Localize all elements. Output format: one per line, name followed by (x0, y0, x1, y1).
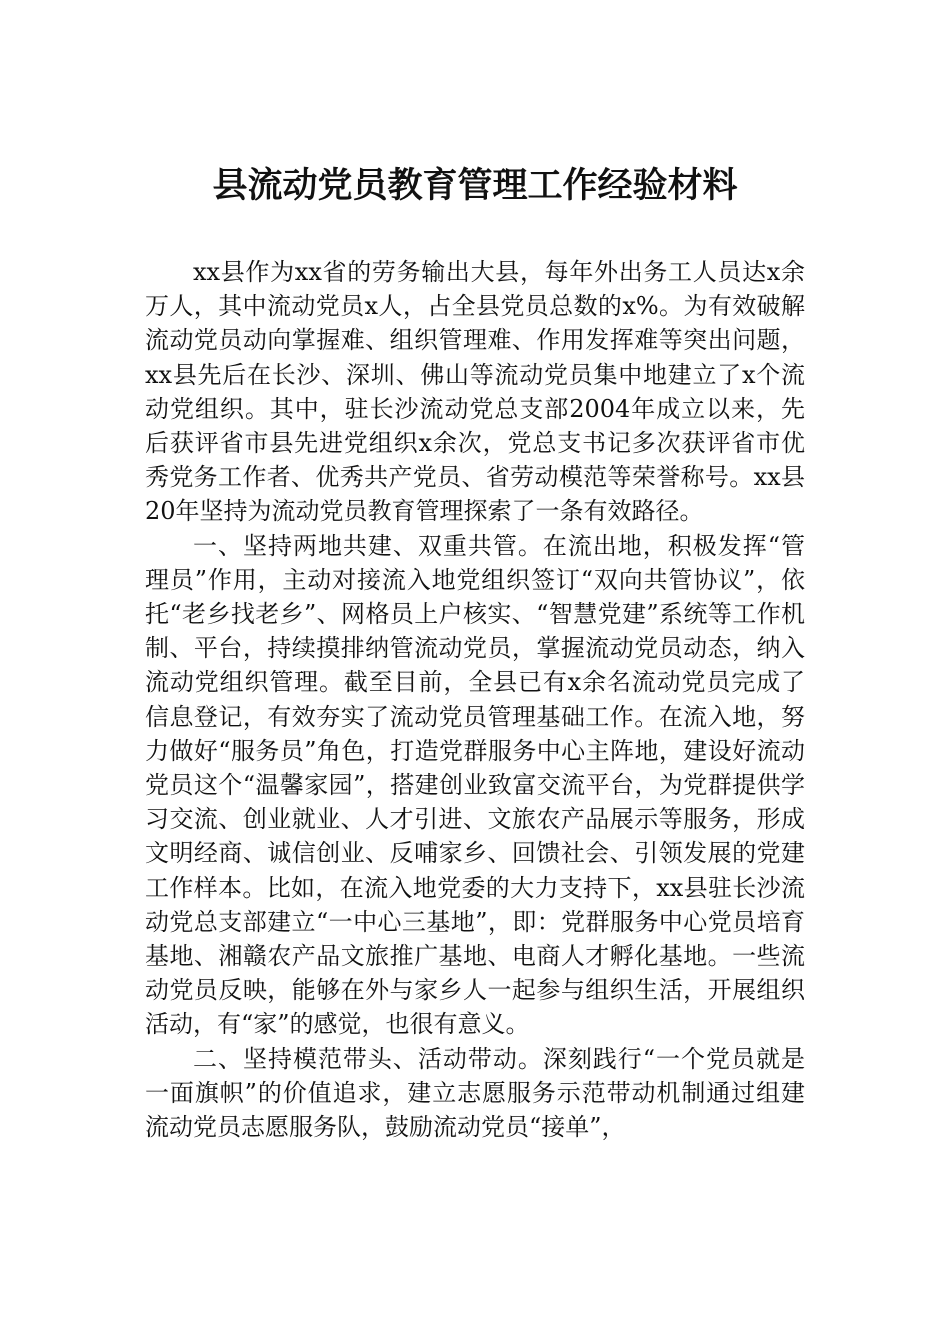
paragraph-intro: xx县作为xx省的劳务输出大县，每年外出务工人员达x余万人，其中流动党员x人，占全县党员总数的x%。为有效破解流动党员动向掌握难、组织管理难、作用发挥难等突出问题，xx县先后在长沙、深圳、佛山等流动党员集中地建立了x个流动党组织。其中，驻长沙流动党总支部2004年成立以来，先后获评省市县先进党组织x余次，党总支书记多次获评省市优秀党务工作者、优秀共产党员、省劳动模范等荣誉称号。xx县20年坚持为流动党员教育管理探索了一条有效路径。 (145, 258, 805, 526)
paragraph-section-one: 一、坚持两地共建、双重共管。在流出地，积极发挥“管理员”作用，主动对接流入地党组织签订“双向共管协议”，依托“老乡找老乡”、网格员上户核实、“智慧党建”系统等工作机制、平台，持续摸排纳管流动党员，掌握流动党员动态，纳入流动党组织管理。截至目前，全县已有x余名流动党员完成了信息登记，有效夯实了流动党员管理基础工作。在流入地，努力做好“服务员”角色，打造党群服务中心主阵地，建设好流动党员这个“温馨家园”，搭建创业致富交流平台，为党群提供学习交流、创业就业、人才引进、文旅农产品展示等服务，形成文明经商、诚信创业、反哺家乡、回馈社会、引领发展的党建工作样本。比如，在流入地党委的大力支持下，xx县驻长沙流动党总支部建立“一中心三基地”，即：党群服务中心党员培育基地、湘赣农产品文旅推广基地、电商人才孵化基地。一些流动党员反映，能够在外与家乡人一起参与组织生活，开展组织活动，有“家”的感觉，也很有意义。 (145, 531, 805, 1039)
paragraph-section-two: 二、坚持模范带头、活动带动。深刻践行“一个党员就是一面旗帜”的价值追求，建立志愿服务示范带动机制通过组建流动党员志愿服务队，鼓励流动党员“接单”， (145, 1044, 805, 1142)
document-title: 县流动党员教育管理工作经验材料 (212, 165, 738, 206)
document-body (145, 255, 805, 1144)
